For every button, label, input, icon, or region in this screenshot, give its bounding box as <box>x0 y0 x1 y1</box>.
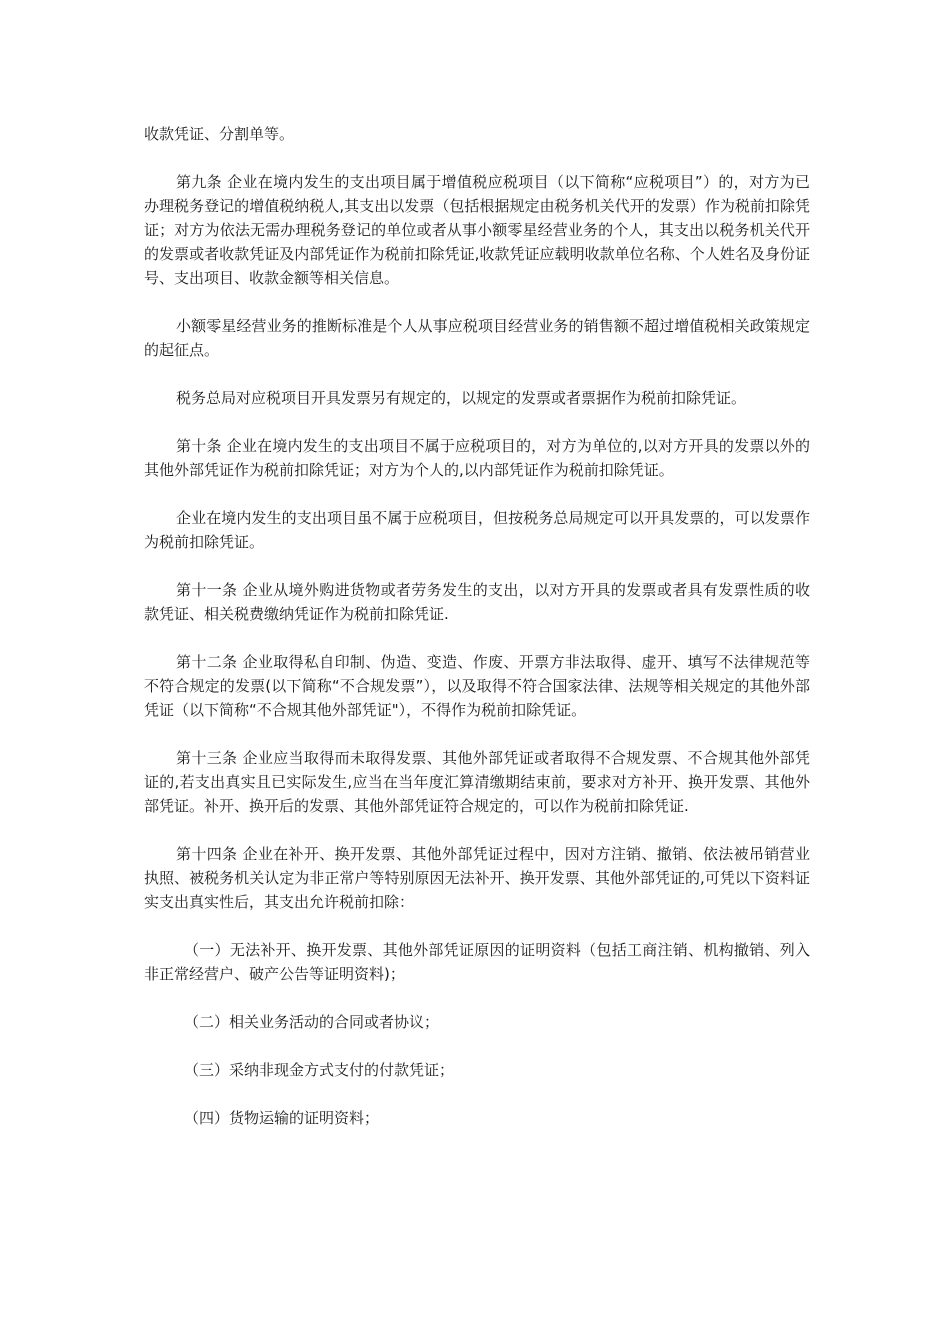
paragraph-tax-bureau-rule: 税务总局对应税项目开具发票另有规定的，以规定的发票或者票据作为税前扣除凭证。 <box>176 389 747 407</box>
paragraph-article-10: 第十条 企业在境内发生的支出项目不属于应税项目的，对方为单位的,以对方开具的发票以外的其他外部凭证作为税前扣除凭证；对方为个人的,以内部凭证作为税前扣除凭证。 <box>144 437 810 479</box>
paragraph-article-12: 第十二条 企业取得私自印制、伪造、变造、作废、开票方非法取得、虚开、填写不法律规范等不符合规定的发票(以下简称“不合规发票”），以及取得不符合国家法律、法规等相关规定的其他外部凭证（以下简称“不合规其他外部凭证"），不得作为税前扣除凭证。 <box>144 653 810 719</box>
document-body <box>144 122 810 1154</box>
list-item-4: （四）货物运输的证明资料； <box>184 1109 380 1127</box>
paragraph-article-10-note: 企业在境内发生的支出项目虽不属于应税项目，但按税务总局规定可以开具发票的，可以发票作为税前扣除凭证。 <box>144 509 810 551</box>
paragraph-article-13: 第十三条 企业应当取得而未取得发票、其他外部凭证或者取得不合规发票、不合规其他外部凭证的,若支出真实且已实际发生,应当在当年度汇算清缴期结束前，要求对方补开、换开发票、其他外部凭证。补开、换开后的发票、其他外部凭证符合规定的，可以作为税前扣除凭证. <box>144 749 810 815</box>
paragraph-article-14: 第十四条 企业在补开、换开发票、其他外部凭证过程中，因对方注销、撤销、依法被吊销营业执照、被税务机关认定为非正常户等特别原因无法补开、换开发票、其他外部凭证的,可凭以下资料证实支出真实性后，其支出允许税前扣除： <box>144 845 810 911</box>
paragraph-article-9: 第九条 企业在境内发生的支出项目属于增值税应税项目（以下简称“应税项目”）的，对方为已办理税务登记的增值税纳税人,其支出以发票（包括根据规定由税务机关代开的发票）作为税前扣除凭证；对方为依法无需办理税务登记的单位或者从事小额零星经营业务的个人，其支出以税务机关代开的发票或者收款凭证及内部凭证作为税前扣除凭证,收款凭证应载明收款单位名称、个人姓名及身份证号、支出项目、收款金额等相关信息。 <box>144 173 810 287</box>
paragraph-article-11: 第十一条 企业从境外购进货物或者劳务发生的支出，以对方开具的发票或者具有发票性质的收款凭证、相关税费缴纳凭证作为税前扣除凭证. <box>144 581 810 623</box>
paragraph-small-business-standard: 小额零星经营业务的推断标准是个人从事应税项目经营业务的销售额不超过增值税相关政策规定的起征点。 <box>144 317 810 359</box>
paragraph-continuation: 收款凭证、分割单等。 <box>144 125 295 143</box>
list-item-2: （二）相关业务活动的合同或者协议； <box>184 1013 440 1031</box>
list-item-3: （三）采纳非现金方式支付的付款凭证； <box>184 1061 455 1079</box>
list-item-1: （一）无法补开、换开发票、其他外部凭证原因的证明资料（包括工商注销、机构撤销、列入非正常经营户、破产公告等证明资料)； <box>144 941 810 983</box>
